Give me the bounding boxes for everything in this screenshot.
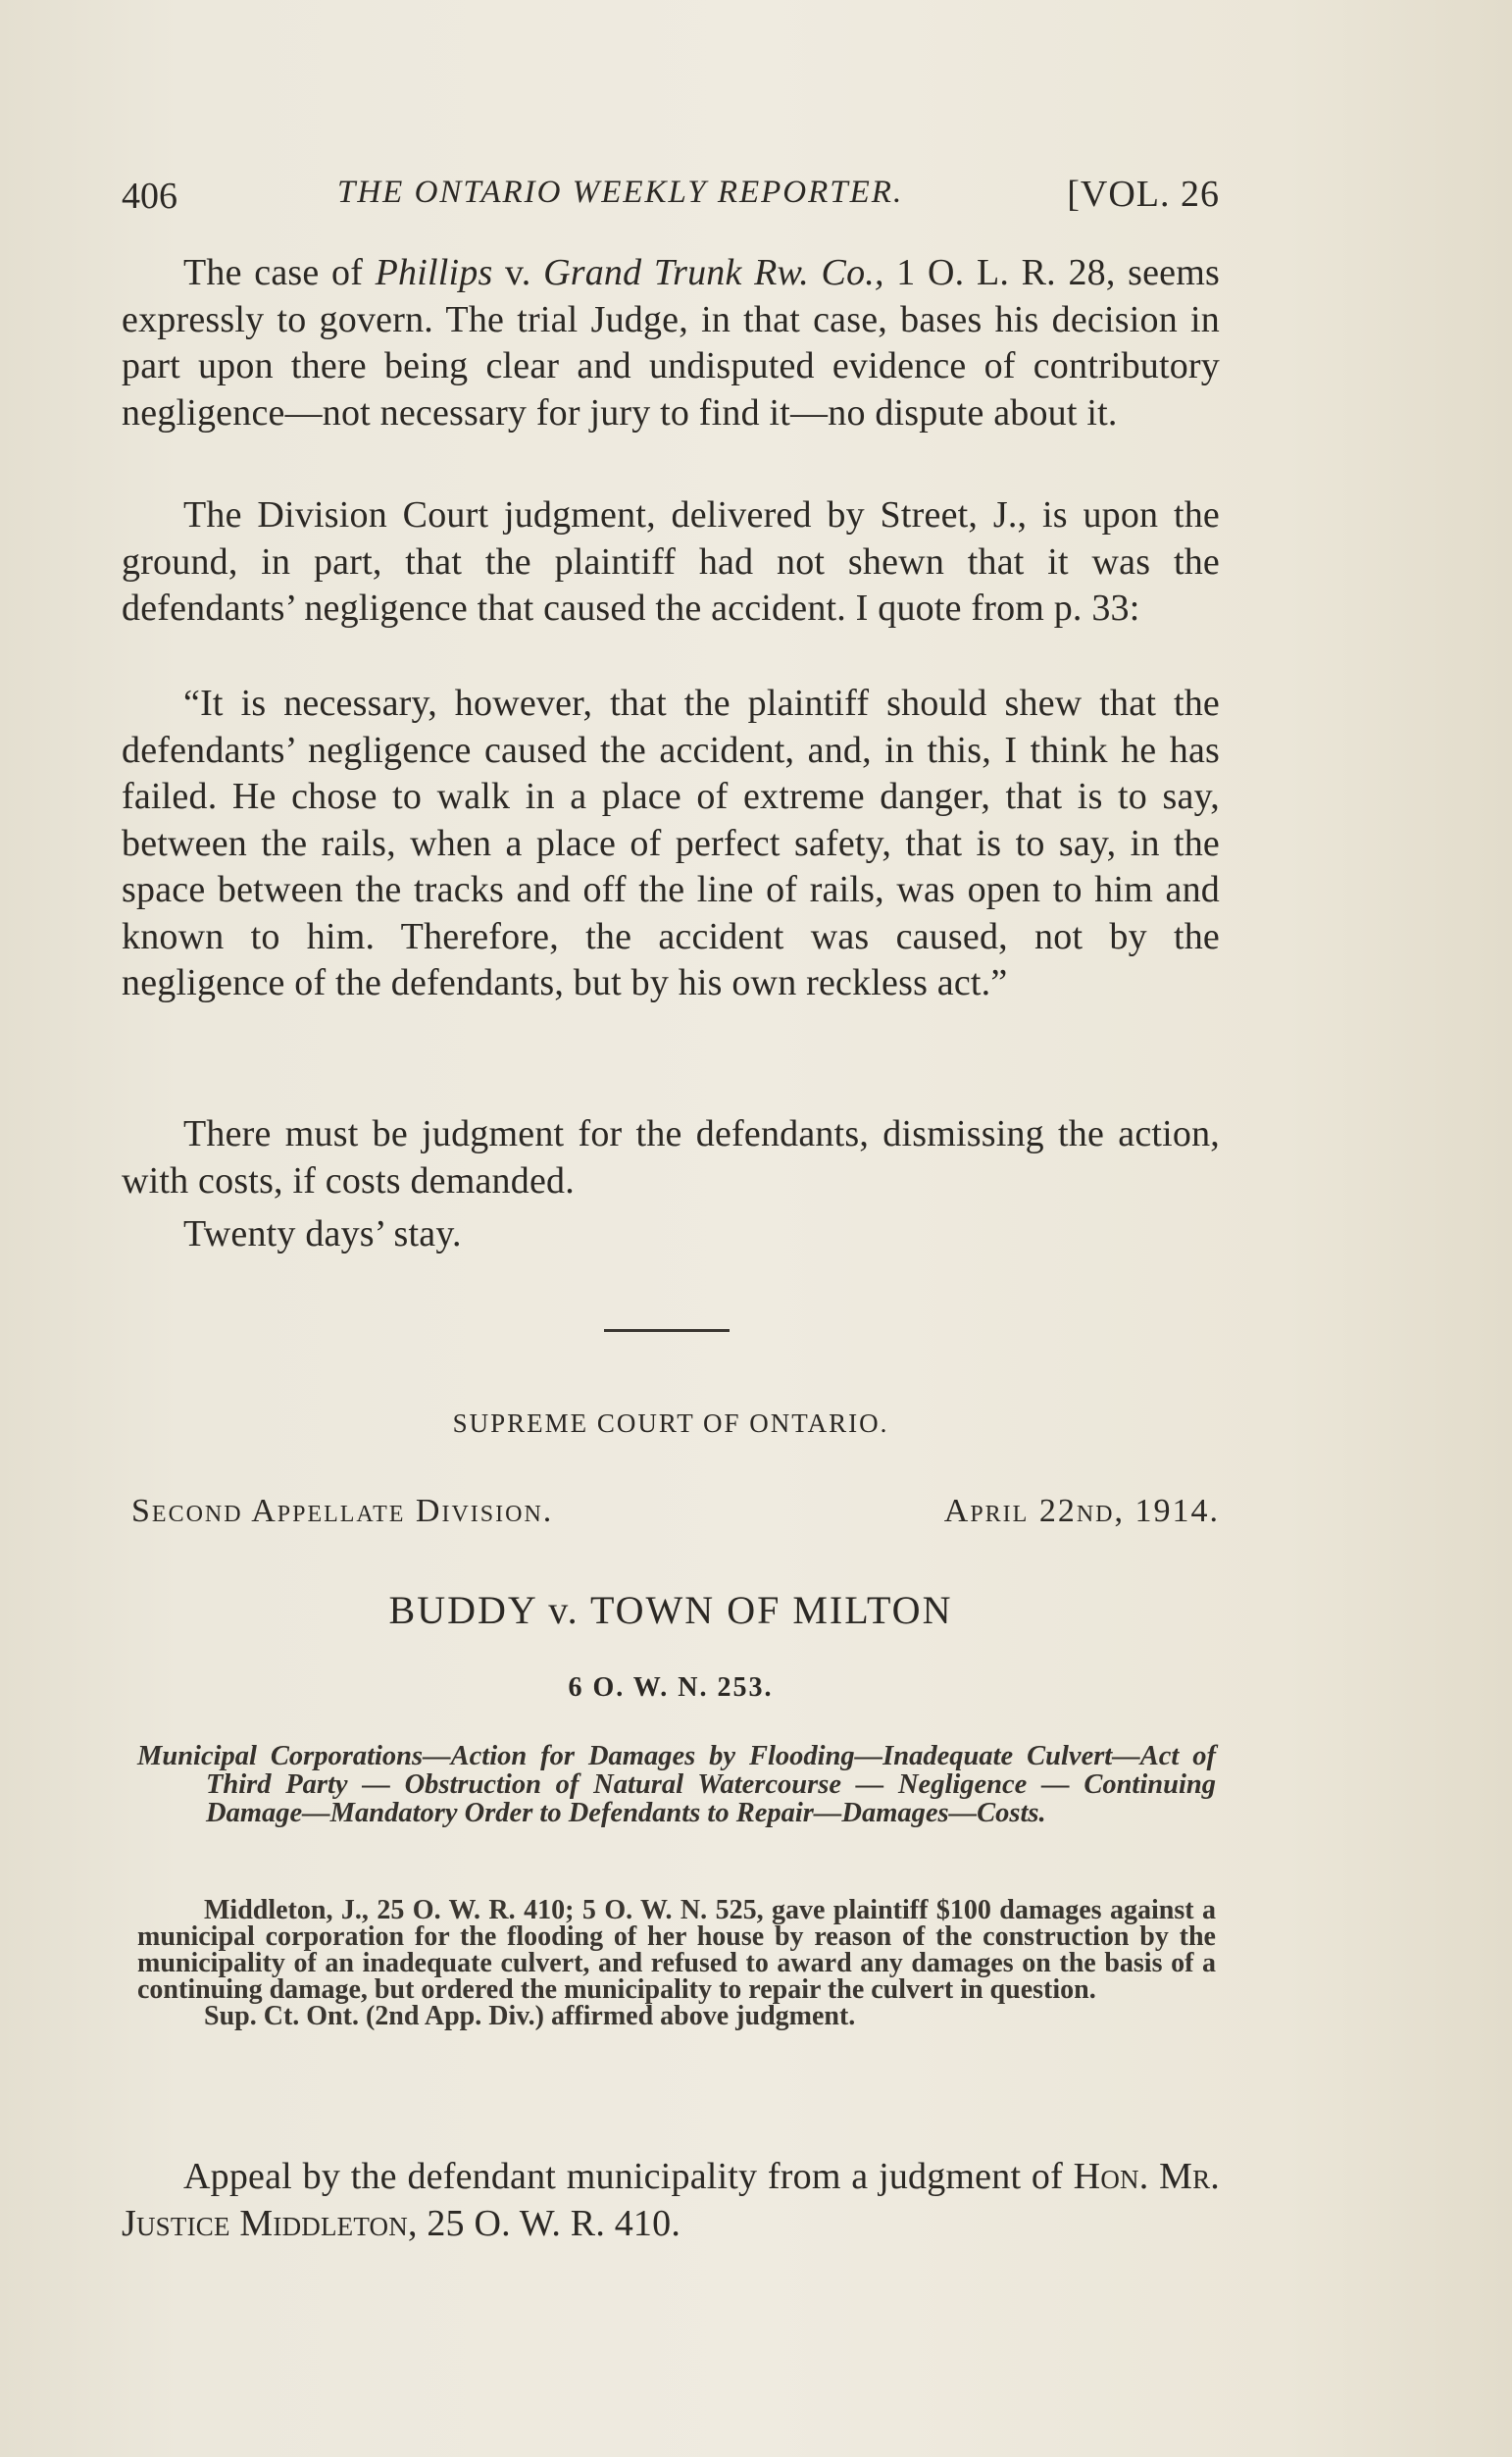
paragraph-stay [122,1211,1220,1258]
appeal-text-a: Appeal by the defendant municipality from a judgment of [183,2156,1074,2197]
decision-date: April 22nd, 1914. [943,1493,1220,1529]
paragraph-quotation [122,681,1220,1007]
p4-text: There must be judgment for the defendants, dismissing the action, with costs, if costs demanded. [122,1113,1220,1202]
volume-label: [VOL. 26 [1067,174,1220,215]
summary-holding: Sup. Ct. Ont. (2nd App. Div.) affirmed above judgment. [204,2001,856,2031]
court-name: SUPREME COURT OF ONTARIO. [452,1408,889,1438]
paragraph-appeal [122,2154,1220,2247]
case-summary [137,1897,1216,2029]
p5-text: Twenty days’ stay. [183,1213,462,1254]
page-number: 406 [122,176,177,217]
case-name-grand-trunk: Grand Trunk Rw. Co., [543,252,884,293]
running-title: THE ONTARIO WEEKLY REPORTER. [337,175,904,210]
judge-name: Hon. Mr. Justice Middleton, [122,2156,1221,2244]
p2-text: The Division Court judgment, delivered by Street, J., is upon the ground, in part, that the plaintiff had not shewn that it was the defendants’ negligence that caused the accident. I quote from p. 33: [122,494,1220,629]
division-line [122,1493,1220,1542]
p1-text-a: The case of [183,252,376,293]
section-divider [604,1329,730,1332]
p1-text-b: v. [492,252,544,293]
headnote-text: Municipal Corporations—Action for Damages by Flooding—Inadequate Culvert—Act of Third Party — Obstruction of Natural Watercourse — Negligence — Continuing Damage—Mandatory Order to Defendants to Repair—Damages—Costs. [137,1741,1216,1828]
running-header [122,167,1220,226]
division-name: Second Appellate Division. [131,1493,554,1529]
p3-text: “It is necessary, however, that the plaintiff should shew that the defendants’ negligence caused the accident, and, in this, I think he has failed. He chose to walk in a place of extreme danger, that is to say, between the rails, when a place of perfect safety, that is to say, in the space between the tracks and off the line of rails, was open to him and known to him. Therefore, the accident was caused, not by the negligence of the defendants, but by his own reckless act.” [122,683,1220,1003]
case-name-phillips: Phillips [375,252,493,293]
headnote [137,1742,1216,1827]
case-citation: 6 O. W. N. 253. [568,1672,774,1703]
appeal-text-b: 25 O. W. R. 410. [417,2202,681,2244]
paragraph-phillips [122,250,1220,436]
paragraph-division-court [122,492,1220,633]
summary-text: Middleton, J., 25 O. W. R. 410; 5 O. W. N. 525, gave plaintiff $100 damages against a municipal corporation for the flooding of her house by reason of the construction by the municipality of an inadequate culvert, and refused to award any damages on the basis of a continuing damage, but ordered the municipality to repair the culvert in question. [137,1895,1216,2005]
p1-text-c: 1 O. L. R. 28, seems expressly to govern. The trial Judge, in that case, bases his decision in part upon there being clear and undisputed evidence of contributory negligence—not necessary for jury to find it—no dispute about it. [122,252,1220,434]
case-title: BUDDY v. TOWN OF MILTON [388,1588,953,1632]
paragraph-judgment [122,1111,1220,1204]
